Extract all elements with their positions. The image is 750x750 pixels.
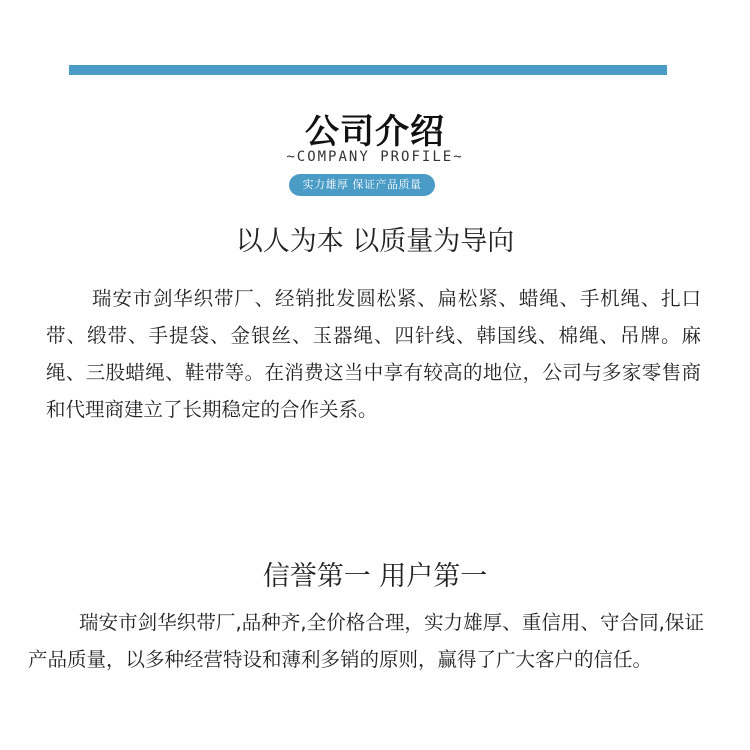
section-body-credit-first: 瑞安市剑华织带厂,品种齐,全价格合理，实力雄厚、重信用、守合同,保证产品质量，以多种经营特设和薄利多销的原则，赢得了广大客户的信任。 — [28, 611, 704, 671]
page-title: 公司介绍 — [305, 112, 445, 152]
top-accent-bar — [69, 65, 667, 75]
slogan-badge: 实力雄厚 保证产品质量 — [289, 174, 435, 196]
section-title-credit-first: 信誉第一 用户第一 — [262, 561, 488, 592]
page-subtitle: ~COMPANY PROFILE~ — [286, 149, 464, 165]
section-body-people-first: 瑞安市剑华织带厂、经销批发圆松紧、扁松紧、蜡绳、手机绳、扎口带、缎带、手提袋、金银丝、玉器绳、四针线、韩国线、棉绳、吊牌。麻绳、三股蜡绳、鞋带等。在消费这当中享有较高的地位，公司与多家零售商和代理商建立了长期稳定的合作关系。 — [46, 287, 701, 421]
section-title-people-first: 以人为本 以质量为导向 — [235, 226, 515, 257]
